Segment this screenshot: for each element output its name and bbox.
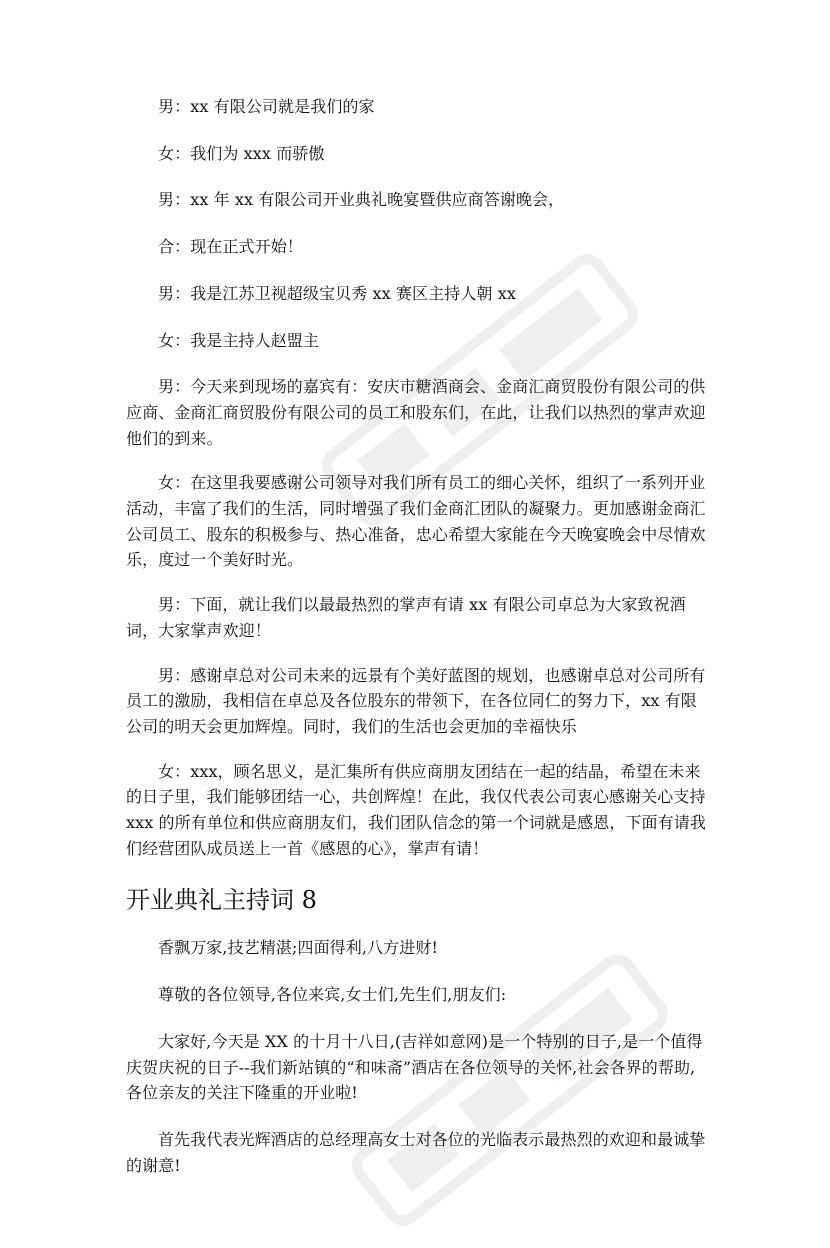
dialogue-line: 合：现在正式开始！ bbox=[158, 237, 303, 257]
paragraph: 香飘万家,技艺精湛;四面得利,八方进财! bbox=[158, 938, 438, 958]
dialogue-line: 男：我是江苏卫视超级宝贝秀 xx 赛区主持人朝 xx bbox=[158, 283, 516, 303]
paragraph: 女：在这里我要感谢公司领导对我们所有员工的细心关怀，组织了一系列开业活动，丰富了我们的生活，同时增强了我们金商汇团队的凝聚力。更加感谢金商汇公司员工、股东的积极参与、热心准备，忠心希望大家能在今天晚宴晚会中尽情欢乐，度过一个美好时光。 bbox=[126, 473, 706, 570]
paragraph: 尊敬的各位领导,各位来宾,女士们,先生们,朋友们: bbox=[158, 985, 507, 1005]
paragraph: 男：感谢卓总对公司未来的远景有个美好蓝图的规划，也感谢卓总对公司所有员工的激励，我相信在卓总及各位股东的带领下，在各位同仁的努力下，xx 有限公司的明天会更加辉煌。同时，我们的生活也会更加的幸福快乐 bbox=[126, 665, 706, 736]
paragraph: 女：xxx，顾名思义，是汇集所有供应商朋友团结在一起的结晶，希望在未来的日子里，我们能够团结一心，共创辉煌！在此，我仅代表公司衷心感谢关心支持 xxx 的所有单位和供应商朋友们，我们团队信念的第一个词就是感恩，下面有请我们经营团队成员送上一首《感恩的心》，掌声有请！ bbox=[126, 761, 706, 858]
paragraph: 男：今天来到现场的嘉宾有：安庆市糖酒商会、金商汇商贸股份有限公司的供应商、金商汇商贸股份有限公司的员工和股东们，在此，让我们以热烈的掌声欢迎他们的到来。 bbox=[126, 377, 706, 448]
paragraph: 首先我代表光辉酒店的总经理高女士对各位的光临表示最热烈的欢迎和最诚挚的谢意! bbox=[126, 1129, 706, 1175]
paragraph: 大家好,今天是 XX 的十月十八日,(吉祥如意网)是一个特别的日子,是一个值得庆贺庆祝的日子--我们新站镇的“和味斋”酒店在各位领导的关怀,社会各界的帮助,各位亲友的关注下隆重的开业啦! bbox=[126, 1031, 703, 1103]
section-heading: 开业典礼主持词 8 bbox=[126, 886, 317, 915]
paragraph: 男：下面，就让我们以最最热烈的掌声有请 xx 有限公司卓总为大家致祝酒词，大家掌声欢迎！ bbox=[126, 595, 686, 640]
dialogue-line: 女：我们为 xxx 而骄傲 bbox=[158, 143, 325, 163]
document-body bbox=[126, 94, 706, 1178]
dialogue-line: 男：xx 年 xx 有限公司开业典礼晚宴暨供应商答谢晚会， bbox=[158, 190, 565, 210]
dialogue-line: 女：我是主持人赵盟主 bbox=[158, 330, 320, 350]
dialogue-line: 男：xx 有限公司就是我们的家 bbox=[158, 97, 375, 116]
